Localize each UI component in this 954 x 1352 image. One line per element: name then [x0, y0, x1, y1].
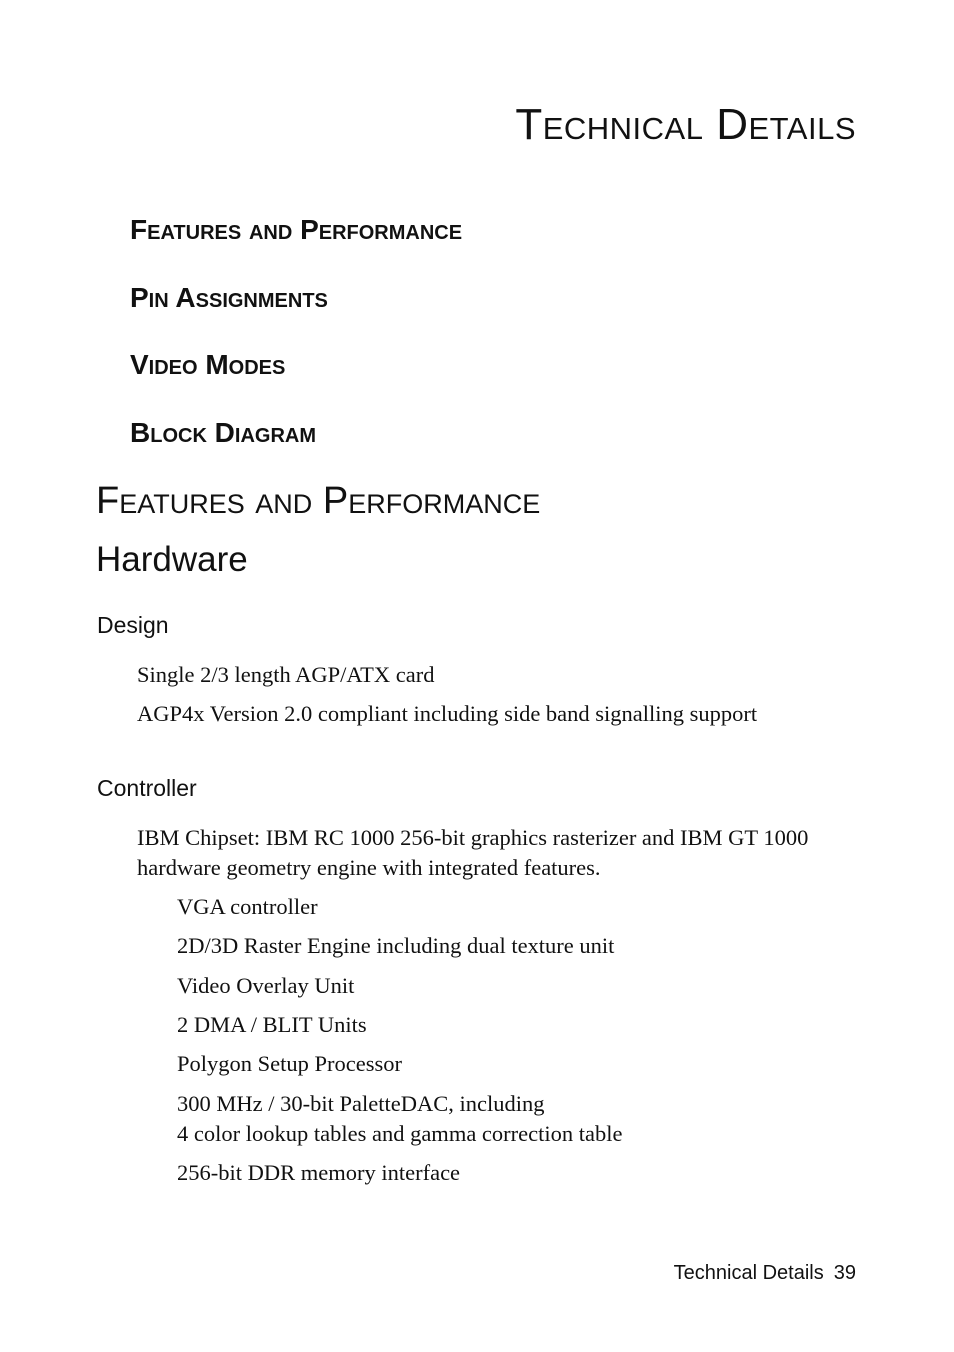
controller-feature: VGA controller [177, 894, 318, 919]
footer-chapter-label: Technical Details [673, 1262, 824, 1284]
controller-feature: 2D/3D Raster Engine including dual texture unit [177, 933, 615, 958]
page-footer [674, 1262, 856, 1285]
toc-item-video-modes[interactable]: Video Modes [130, 349, 286, 380]
design-heading: Design [97, 612, 169, 638]
controller-intro: IBM Chipset: IBM RC 1000 256-bit graphics rasterizer and IBM GT 1000 hardware geometry engine with integrated features. [137, 825, 809, 880]
controller-feature: Polygon Setup Processor [177, 1051, 402, 1076]
controller-heading: Controller [97, 775, 197, 801]
toc-item-features-and-performance[interactable]: Features and Performance [130, 214, 463, 245]
controller-feature-continued: 4 color lookup tables and gamma correction table [177, 1121, 623, 1146]
page-number: 39 [833, 1262, 856, 1284]
subsection-title: Hardware [96, 540, 248, 579]
controller-feature: 2 DMA / BLIT Units [177, 1012, 367, 1037]
controller-feature: 300 MHz / 30-bit PaletteDAC, including [177, 1091, 545, 1116]
design-item: AGP4x Version 2.0 compliant including side band signalling support [137, 701, 758, 726]
toc-item-pin-assignments[interactable]: Pin Assignments [130, 281, 328, 313]
controller-feature: 256-bit DDR memory interface [177, 1160, 461, 1185]
section-toc [130, 210, 462, 480]
toc-item-block-diagram[interactable]: Block Diagram [130, 416, 316, 448]
controller-feature: Video Overlay Unit [177, 973, 355, 998]
section-title: Features and Performance [96, 480, 541, 522]
chapter-title: Technical Details [515, 100, 856, 149]
design-item: Single 2/3 length AGP/ATX card [137, 662, 435, 687]
